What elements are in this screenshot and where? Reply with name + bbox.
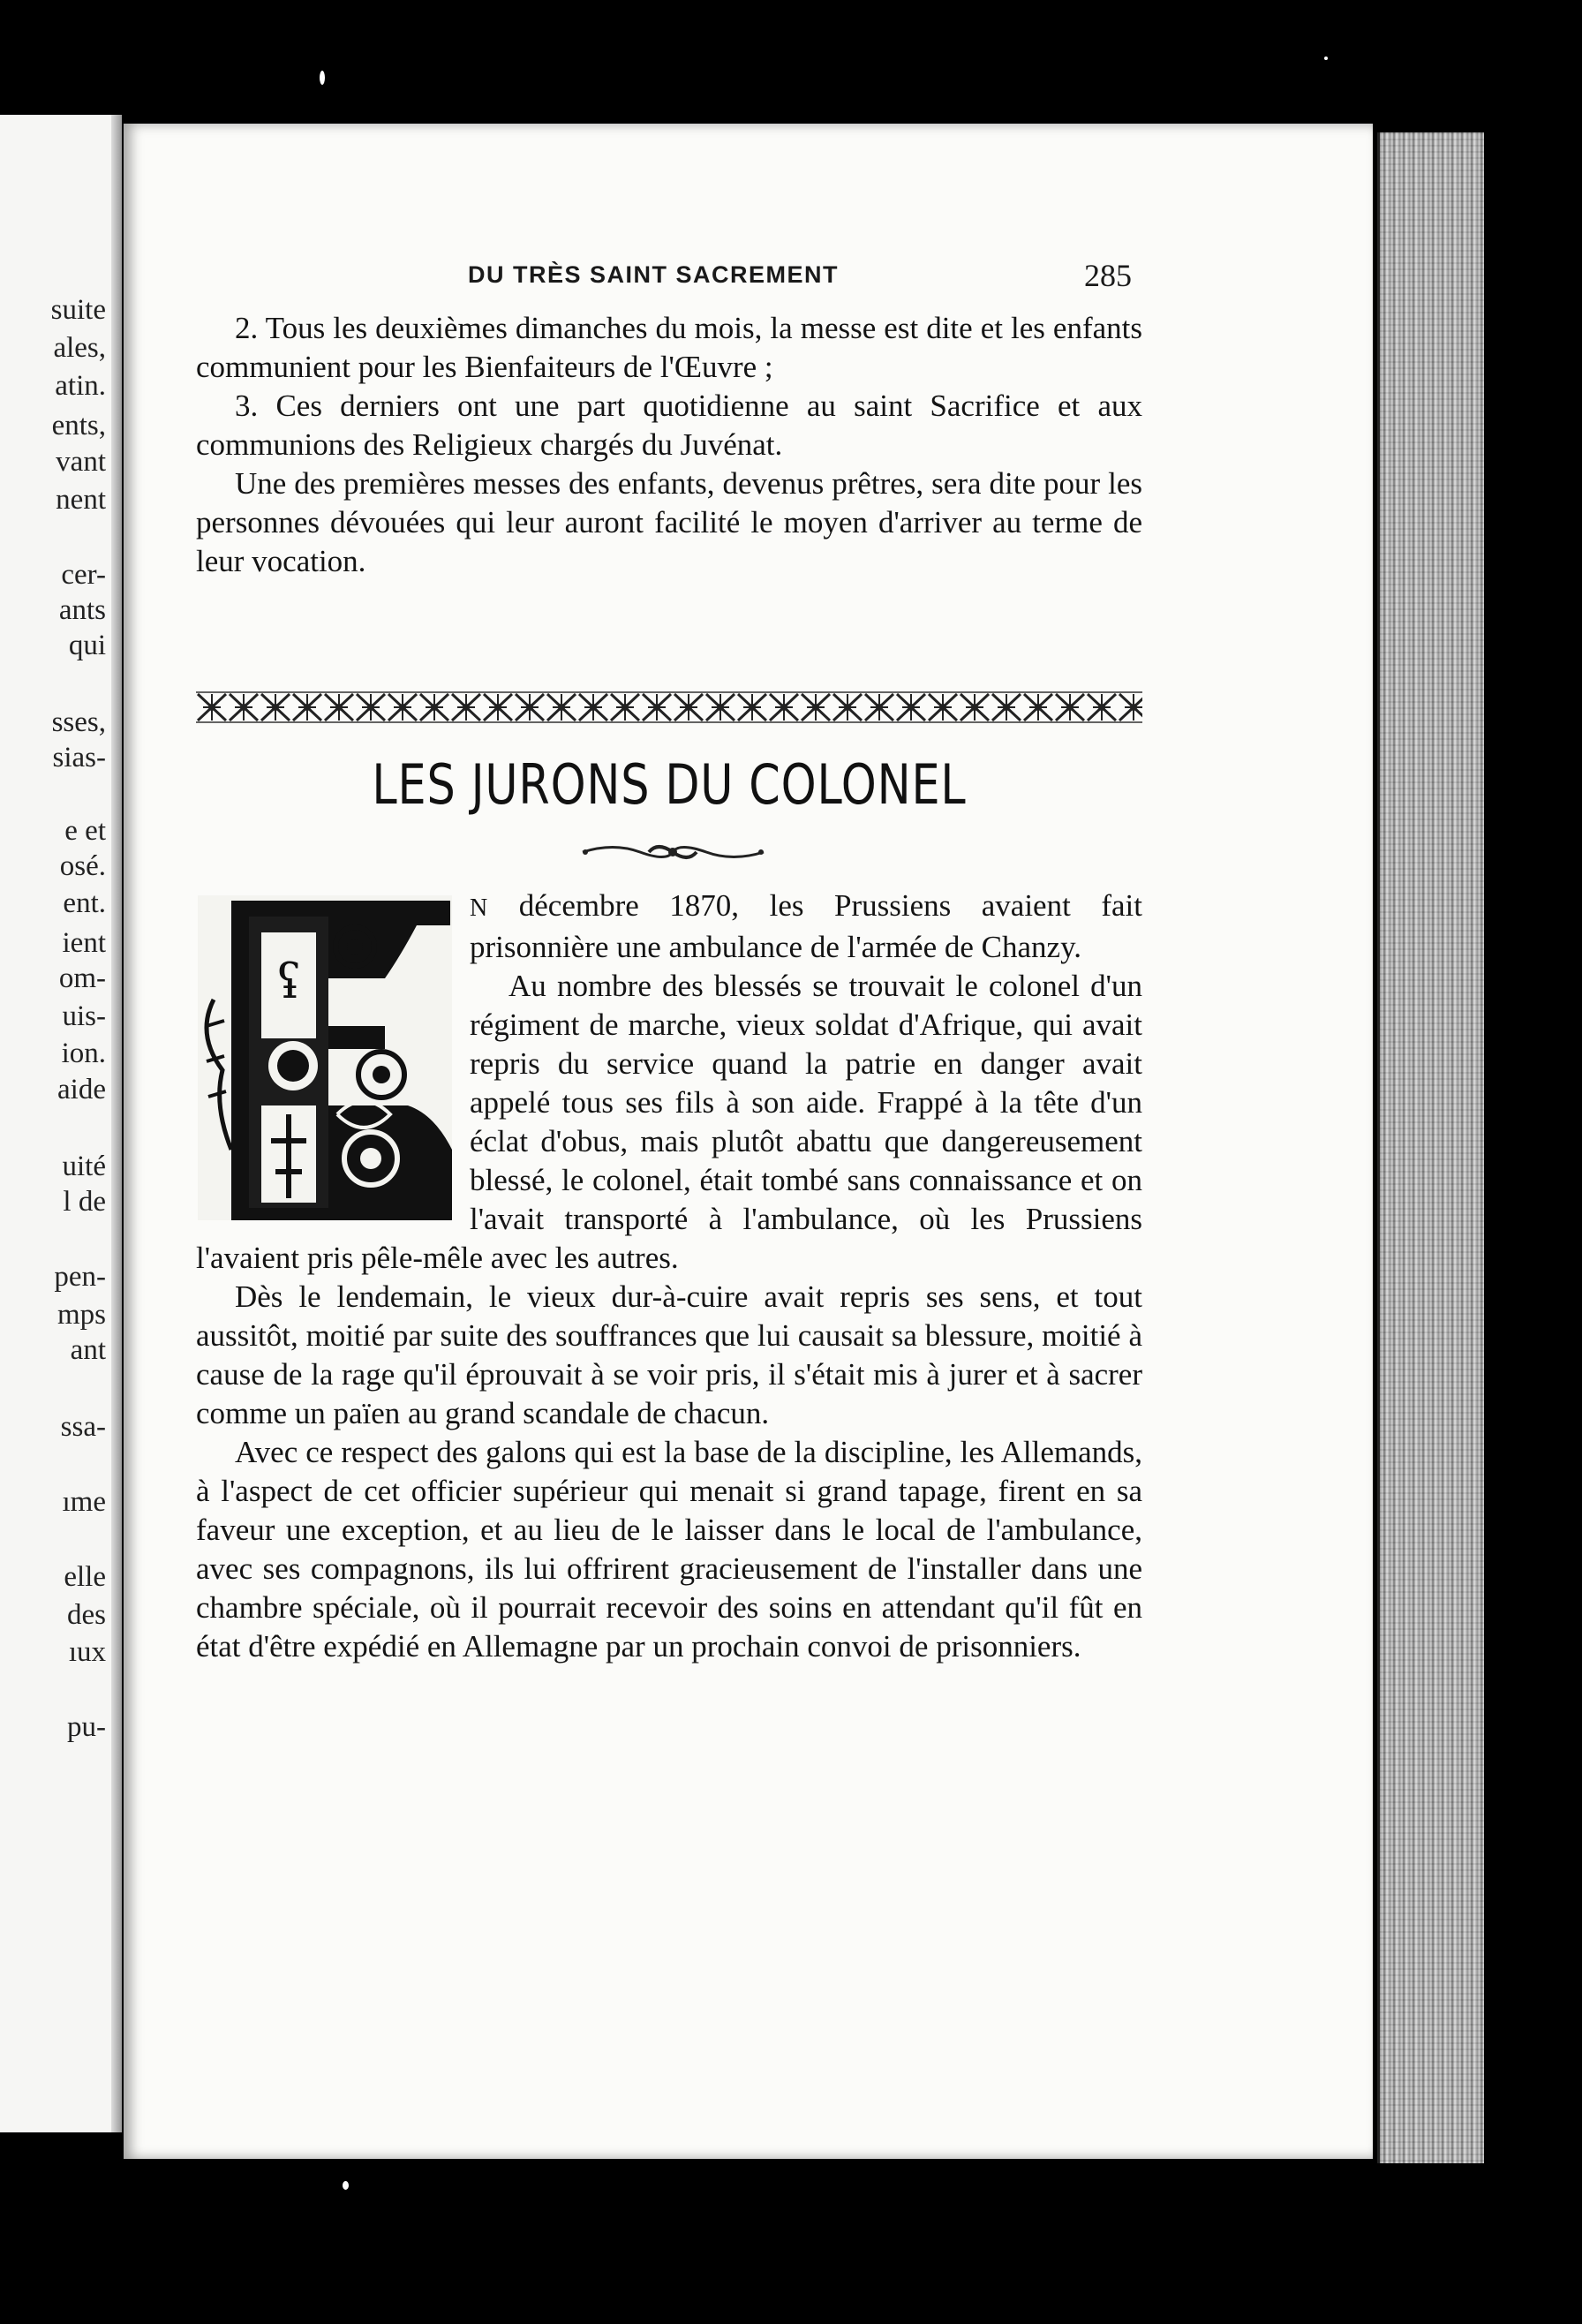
left-page-fragment: mps: [56, 1299, 106, 1331]
left-page-fragment: pen-: [54, 1261, 106, 1293]
running-header: DU TRÈS SAINT SACREMENT: [468, 261, 840, 288]
left-page-fragment: ssa-: [60, 1411, 106, 1443]
chapter-title: LES JURONS DU COLONEL: [372, 752, 967, 817]
left-page-fragment: pu-: [67, 1711, 106, 1743]
left-page-fragment: vant: [56, 446, 106, 478]
left-page-fragment: ıux: [68, 1636, 106, 1668]
scan-speck: [343, 2181, 349, 2190]
svg-text:ʢ: ʢ: [275, 954, 302, 1009]
paragraph: 2. Tous les deuxièmes dimanches du mois, la messe est dite et les enfants communient pour les Bienfaiteurs de l'Œuvre ;: [196, 311, 1142, 384]
ornamental-divider: [196, 690, 1142, 724]
left-page-fragment: qui: [68, 630, 106, 661]
page-number: 285: [1084, 258, 1132, 293]
left-page-fragment: ant: [70, 1334, 106, 1366]
left-page-fragment: ıme: [62, 1486, 106, 1518]
first-paragraph-text: décembre 1870, les Prussiens avaient fait prisonnière une ambulance de l'armée de Chanzy.: [470, 888, 1142, 964]
left-page-fragment: uité: [62, 1151, 106, 1182]
left-facing-page: [0, 115, 122, 2132]
left-page-fragment: e et: [64, 815, 106, 847]
left-page-fragment: uis-: [62, 1000, 106, 1032]
left-page-fragment: om-: [58, 962, 106, 994]
top-text-block: [196, 309, 1142, 581]
title-flourish-ornament: [578, 839, 768, 865]
left-page-fragment: nent: [56, 484, 106, 516]
book-gutter: [111, 115, 122, 2132]
paragraph: Une des premières messes des enfants, devenus prêtres, sera dite pour les personnes dévouées qui leur auront facilité le moyen d'arriver au terme de leur vocation.: [196, 466, 1142, 578]
first-word-rest: N: [470, 894, 489, 922]
left-page-fragment: sses,: [51, 706, 106, 738]
left-page-fragment: ent.: [63, 887, 106, 919]
left-page-fragment: des: [67, 1599, 106, 1631]
scan-speck: [320, 71, 325, 85]
left-page-fragment: ion.: [61, 1038, 106, 1069]
left-page-fragment: ants: [58, 594, 106, 626]
left-page-fragment: elle: [64, 1561, 106, 1593]
paragraph: Dès le lendemain, le vieux dur-à-cuire avait repris ses sens, et tout aussitôt, moitié par suite des souffrances que lui causait sa blessure, moitié à cause de la rage qu'il éprouvait à se voir pris, il s'était mis à jurer et à sacrer comme un païen au grand scandale de chacun.: [196, 1279, 1142, 1430]
left-page-fragment: ient: [62, 927, 106, 959]
left-page-fragment: suite: [50, 294, 106, 326]
paragraph: Au nombre des blessés se trouvait le colonel d'un régiment de marche, vieux soldat d'Afrique, qui avait repris du service quand la patrie en danger avait appelé tous ses fils à son aide. Frappé à la tête d'un éclat d'obus, mais plutôt abattu que dangereusement blessé, le colonel, était tombé sans connaissance et on l'avait transporté à l'ambulance, où les Prussiens l'avaient pris pêle-mêle avec les autres.: [196, 969, 1142, 1275]
left-page-fragment: ales,: [53, 332, 106, 364]
paragraph: 3. Ces derniers ont une part quotidienne au saint Sacrifice et aux communions des Religieux chargés du Juvénat.: [196, 389, 1142, 462]
initial-letter-space: [196, 887, 470, 1213]
left-page-fragment: sias-: [52, 742, 106, 773]
left-page-fragment: aide: [57, 1074, 106, 1105]
page-fore-edge: [1377, 132, 1484, 2163]
scan-speck: [1324, 57, 1328, 60]
left-page-fragment: osé.: [59, 850, 106, 882]
paragraph: Avec ce respect des galons qui est la base de la discipline, les Allemands, à l'aspect de cet officier supérieur qui menait si grand tapage, firent en sa faveur une exception, et au lieu de le laisser dans le local de l'ambulance, avec ses compagnons, ils lui offrirent gracieusement de l'installer dans une chambre spéciale, où il pourrait recevoir des soins en attendant qu'il fût en état d'être expédié en Allemagne par un prochain convoi de prisonniers.: [196, 1435, 1142, 1664]
left-page-fragment: atin.: [55, 370, 106, 402]
left-page-fragment: ents,: [51, 410, 106, 441]
left-page-fragment: cer-: [61, 559, 106, 591]
chapter-body: [196, 887, 1142, 1666]
left-page-fragment: l de: [63, 1186, 106, 1218]
